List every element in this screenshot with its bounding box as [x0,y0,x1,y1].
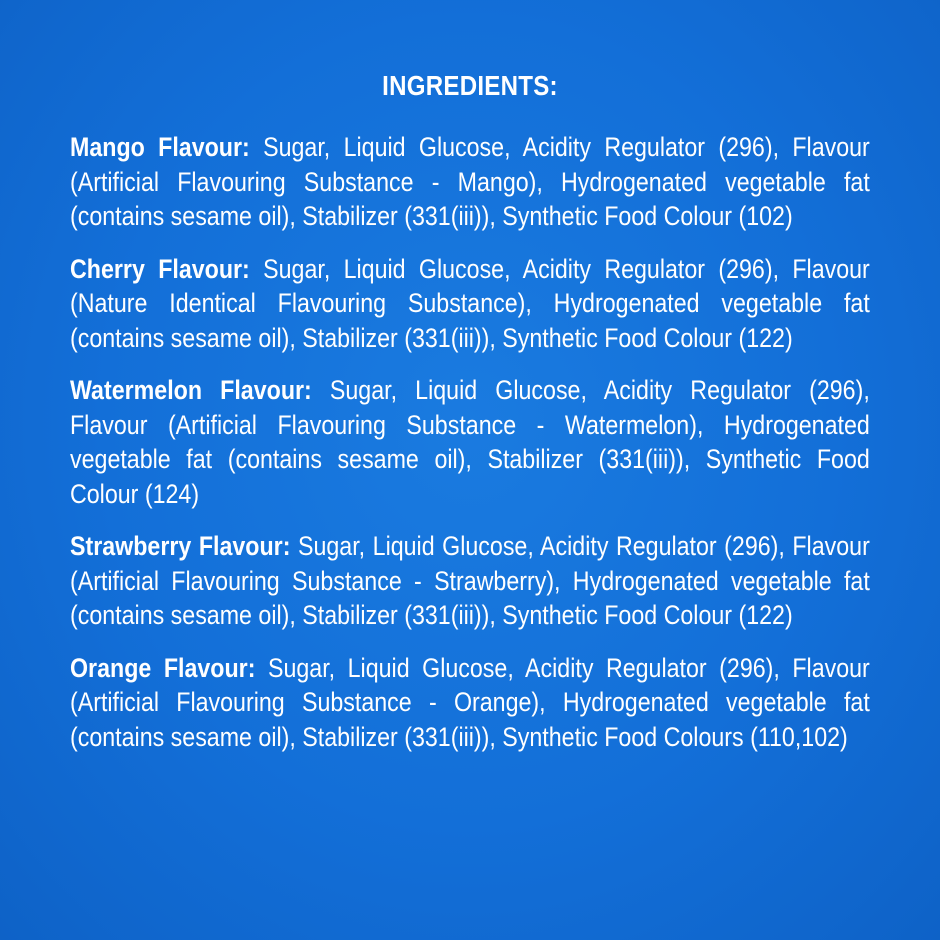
ingredient-text: Sugar, Liquid Glucose, Acidity Regulator (296), Flavour (Artificial Flavouring Substance - Watermelon), Hydrogenated vegetable fat (contains sesame oil), Stabilizer (331(iii)), Synthetic Food Colour (124) [70,375,870,509]
ingredient-section-orange [70,651,870,755]
ingredients-heading: INGREDIENTS: [382,70,558,101]
flavour-label: Mango Flavour: [70,132,250,162]
ingredient-text: Sugar, Liquid Glucose, Acidity Regulator (296), Flavour (Artificial Flavouring Substance - Mango), Hydrogenated vegetable fat (contains sesame oil), Stabilizer (331(iii)), Synthetic Food Colour (102) [70,132,870,231]
flavour-label: Orange Flavour: [70,652,256,683]
ingredient-text: Sugar, Liquid Glucose, Acidity Regulator (296), Flavour (Artificial Flavouring Substance - Orange), Hydrogenated vegetable fat (contains sesame oil), Stabilizer (331(iii)), Synthetic Food Colours (110,102) [70,652,870,752]
flavour-label: Watermelon Flavour: [70,375,312,405]
flavour-label: Strawberry Flavour: [70,531,291,561]
ingredient-text: Sugar, Liquid Glucose, Acidity Regulator (296), Flavour (Artificial Flavouring Substance - Strawberry), Hydrogenated vegetable fat (contains sesame oil), Stabilizer (331(iii)), Synthetic Food Colour (122) [70,531,870,630]
ingredient-section-strawberry [70,529,870,633]
ingredients-panel [70,70,870,870]
ingredient-text: Sugar, Liquid Glucose, Acidity Regulator (296), Flavour (Nature Identical Flavouring Substance), Hydrogenated vegetable fat (contains sesame oil), Stabilizer (331(iii)), Synthetic Food Colour (122) [70,253,870,353]
ingredient-section-mango [70,130,870,234]
ingredient-section-cherry [70,252,870,356]
ingredient-section-watermelon [70,373,870,511]
flavour-label: Cherry Flavour: [70,253,250,284]
